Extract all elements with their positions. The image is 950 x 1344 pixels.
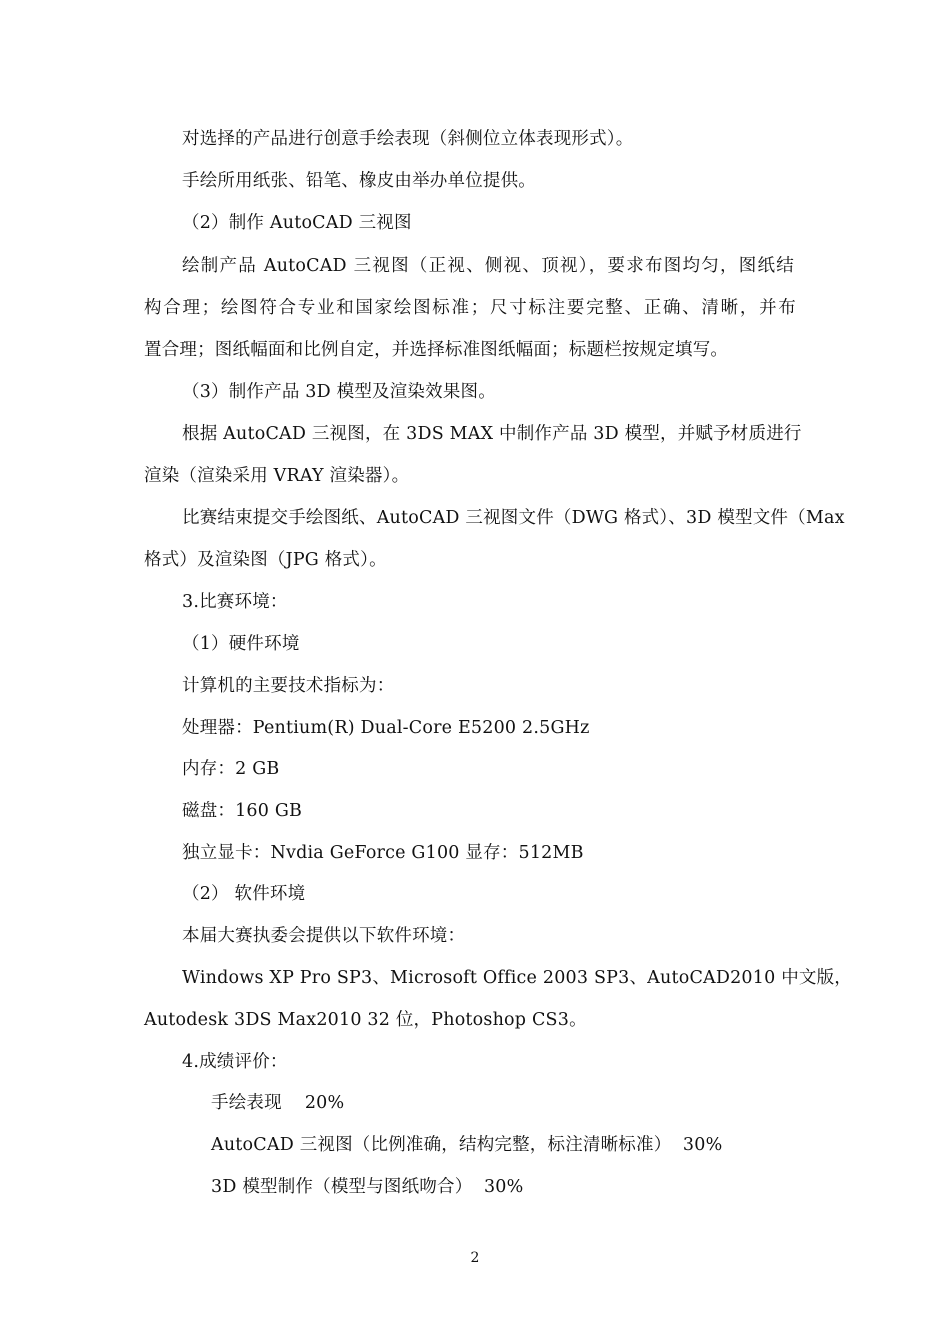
spec-graphics-card: 独立显卡：Nvdia GeForce G100 显存：512MB	[182, 843, 584, 863]
evaluation-item-3d-model: 3D 模型制作（模型与图纸吻合） 30%	[211, 1177, 524, 1197]
paragraph-line-11: 格式）及渲染图（JPG 格式）。	[144, 550, 387, 570]
spec-disk: 磁盘：160 GB	[182, 801, 303, 821]
paragraph-line-5: 构合理；绘图符合专业和国家绘图标准；尺寸标注要完整、正确、清晰，并布	[144, 298, 796, 318]
paragraph-line-6: 置合理；图纸幅面和比例自定，并选择标准图纸幅面；标题栏按规定填写。	[144, 340, 729, 360]
paragraph-line-4: 绘制产品 AutoCAD 三视图（正视、侧视、顶视），要求布图均匀，图纸结	[182, 256, 794, 276]
evaluation-item-autocad: AutoCAD 三视图（比例准确，结构完整，标注清晰标准） 30%	[211, 1135, 723, 1155]
paragraph-line-20: 本届大赛执委会提供以下软件环境：	[182, 926, 466, 946]
section-heading-environment: 3.比赛环境：	[182, 592, 288, 612]
software-list-line-1: Windows XP Pro SP3、Microsoft Office 2003 SP3、AutoCAD2010 中文版，	[182, 968, 852, 988]
paragraph-line-10: 比赛结束提交手绘图纸、AutoCAD 三视图文件（DWG 格式）、3D 模型文件（Max	[182, 508, 845, 528]
paragraph-line-1: 对选择的产品进行创意手绘表现（斜侧位立体表现形式）。	[182, 129, 634, 149]
paragraph-line-2: 手绘所用纸张、铅笔、橡皮由举办单位提供。	[182, 171, 536, 191]
section-heading-3d-model: （3）制作产品 3D 模型及渲染效果图。	[182, 382, 496, 402]
spec-processor: 处理器：Pentium(R) Dual-Core E5200 2.5GHz	[182, 718, 590, 738]
spec-memory: 内存：2 GB	[182, 759, 280, 779]
section-heading-evaluation: 4.成绩评价：	[182, 1052, 288, 1072]
paragraph-line-9: 渲染（渲染采用 VRAY 渲染器）。	[144, 466, 410, 486]
software-list-line-2: Autodesk 3DS Max2010 32 位，Photoshop CS3。	[144, 1010, 587, 1030]
page-number: 2	[470, 1250, 480, 1266]
evaluation-item-hand-drawing: 手绘表现 20%	[211, 1093, 345, 1113]
paragraph-line-14: 计算机的主要技术指标为：	[182, 676, 395, 696]
section-heading-hardware: （1）硬件环境	[182, 634, 300, 654]
section-heading-software: （2） 软件环境	[182, 884, 306, 904]
paragraph-line-8: 根据 AutoCAD 三视图，在 3DS MAX 中制作产品 3D 模型，并赋予材质进行	[182, 424, 802, 444]
section-heading-autocad: （2）制作 AutoCAD 三视图	[182, 213, 412, 233]
